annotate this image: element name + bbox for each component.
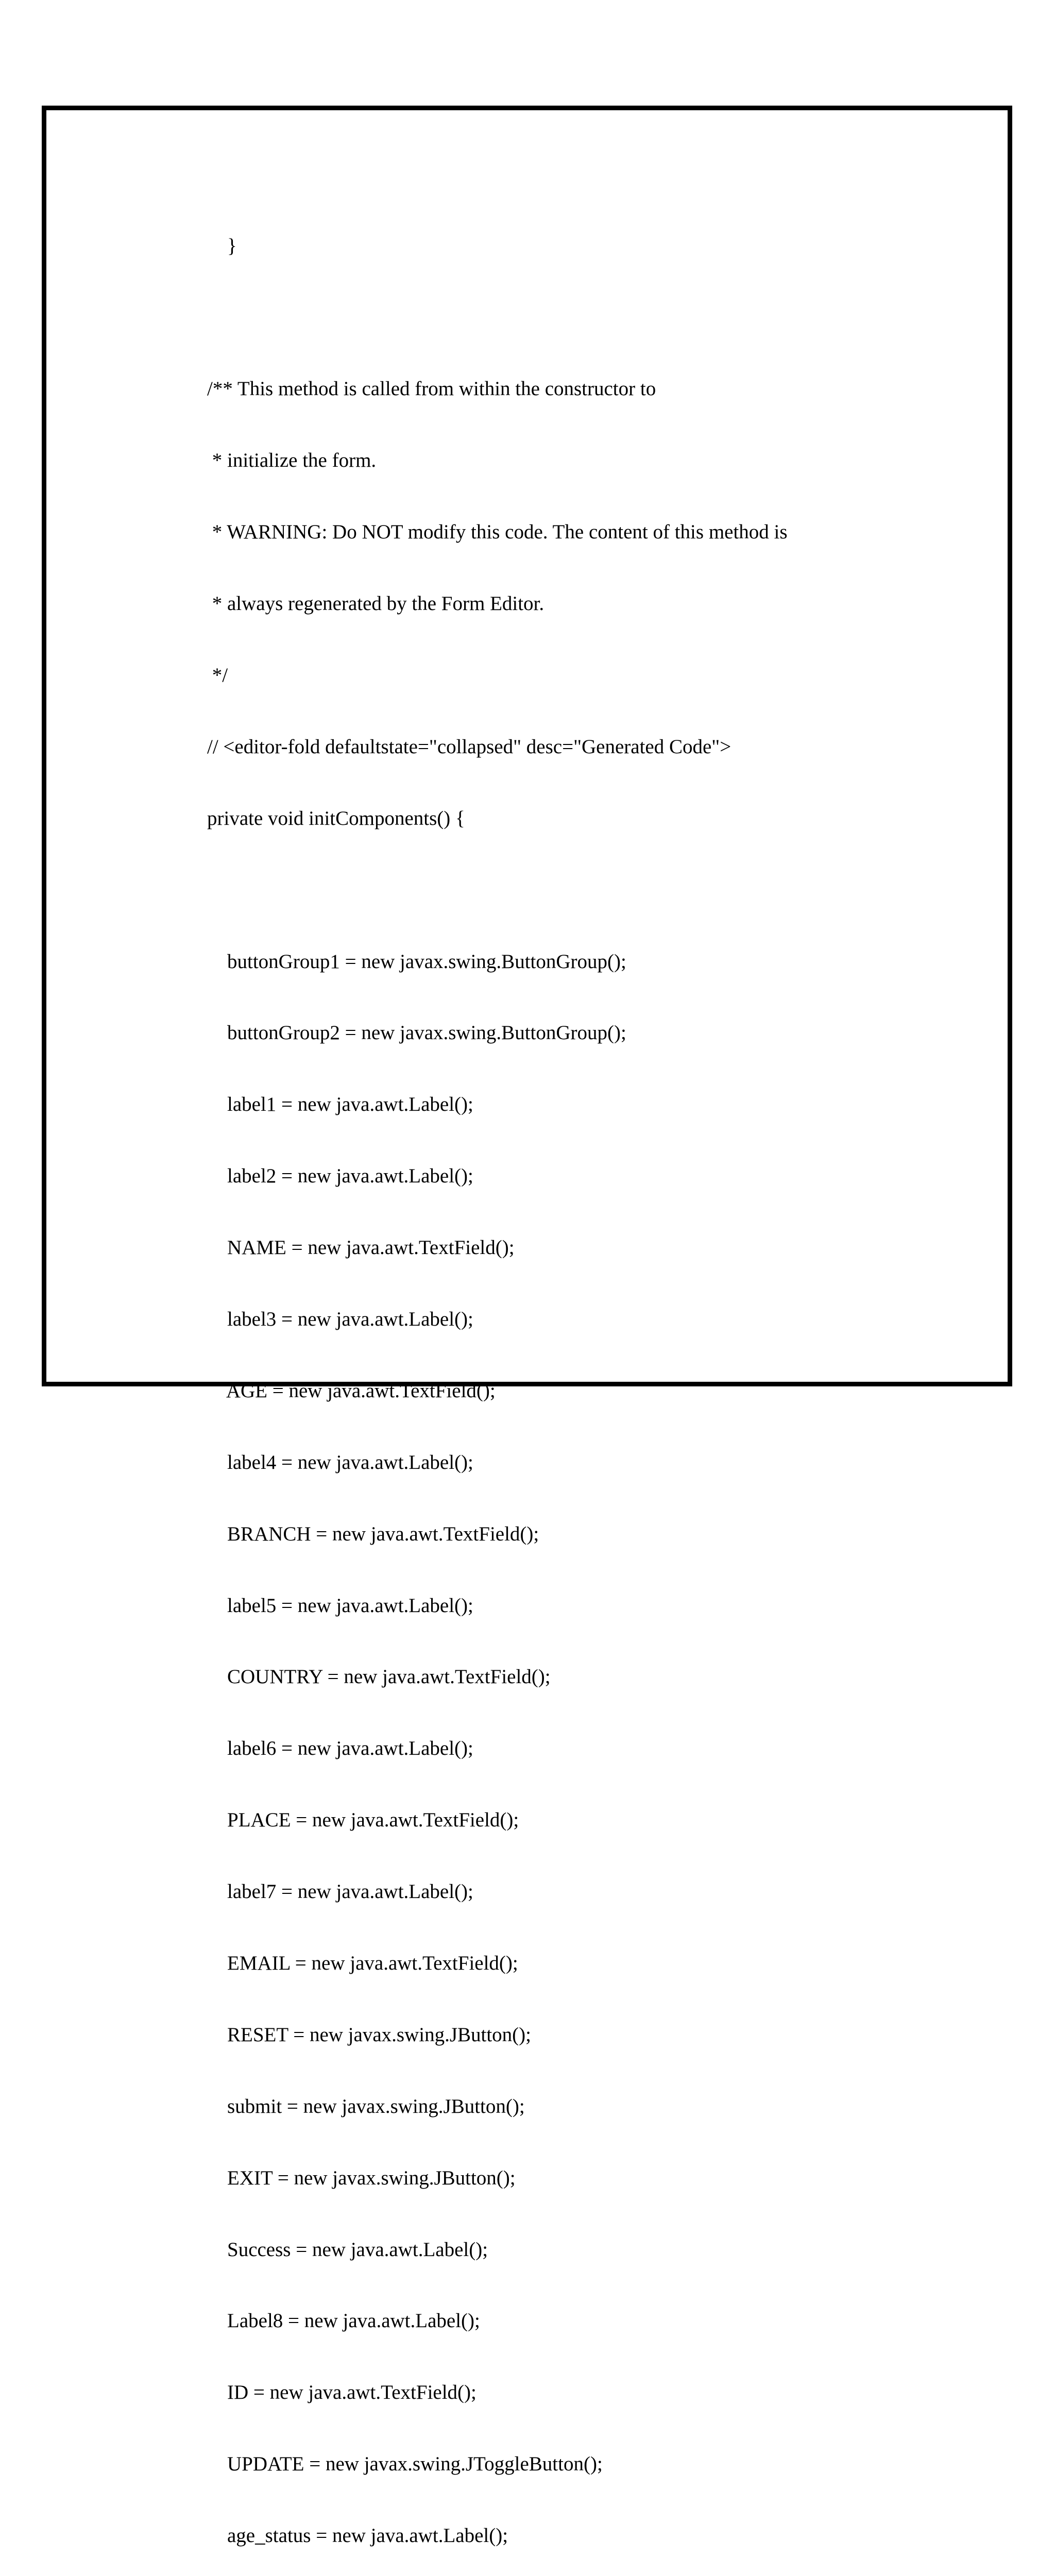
code-line: RESET = new javax.swing.JButton(); xyxy=(207,2023,531,2046)
code-line xyxy=(207,878,980,902)
code-listing xyxy=(207,187,980,2576)
code-line: * always regenerated by the Form Editor. xyxy=(207,592,544,615)
code-line: private void initComponents() { xyxy=(207,807,465,829)
code-line: * WARNING: Do NOT modify this code. The content of this method is xyxy=(207,521,788,544)
code-line: // <editor-fold defaultstate="collapsed" desc="Generated Code"> xyxy=(207,735,731,758)
code-line: age_status = new java.awt.Label(); xyxy=(207,2524,508,2547)
code-line: BRANCH = new java.awt.TextField(); xyxy=(207,1522,539,1545)
code-line: EMAIL = new java.awt.TextField(); xyxy=(207,1952,518,1974)
code-line: label6 = new java.awt.Label(); xyxy=(207,1737,473,1760)
code-line: buttonGroup2 = new javax.swing.ButtonGroup(); xyxy=(207,1022,626,1044)
code-line: AGE = new java.awt.TextField(); xyxy=(207,1379,496,1402)
code-line: COUNTRY = new java.awt.TextField(); xyxy=(207,1666,551,1688)
code-line: * initialize the form. xyxy=(207,449,377,472)
code-line: */ xyxy=(207,664,228,686)
code-line: PLACE = new java.awt.TextField(); xyxy=(207,1809,519,1832)
code-line: UPDATE = new javax.swing.JToggleButton(); xyxy=(207,2453,603,2476)
code-line: buttonGroup1 = new javax.swing.ButtonGroup(); xyxy=(207,950,626,973)
code-line: label2 = new java.awt.Label(); xyxy=(207,1165,473,1188)
code-line: NAME = new java.awt.TextField(); xyxy=(207,1236,515,1259)
code-line xyxy=(207,306,980,329)
code-line: label7 = new java.awt.Label(); xyxy=(207,1880,473,1903)
code-line: ID = new java.awt.TextField(); xyxy=(207,2381,477,2404)
code-line: label5 = new java.awt.Label(); xyxy=(207,1594,473,1617)
code-line: label3 = new java.awt.Label(); xyxy=(207,1308,473,1330)
code-line: label4 = new java.awt.Label(); xyxy=(207,1451,473,1473)
code-line: } xyxy=(207,234,237,257)
code-line: label1 = new java.awt.Label(); xyxy=(207,1093,473,1116)
code-line: submit = new javax.swing.JButton(); xyxy=(207,2095,525,2117)
code-line: EXIT = new javax.swing.JButton(); xyxy=(207,2166,516,2189)
code-line: Label8 = new java.awt.Label(); xyxy=(207,2310,480,2332)
code-line: Success = new java.awt.Label(); xyxy=(207,2238,488,2261)
code-line: /** This method is called from within the constructor to xyxy=(207,378,656,400)
